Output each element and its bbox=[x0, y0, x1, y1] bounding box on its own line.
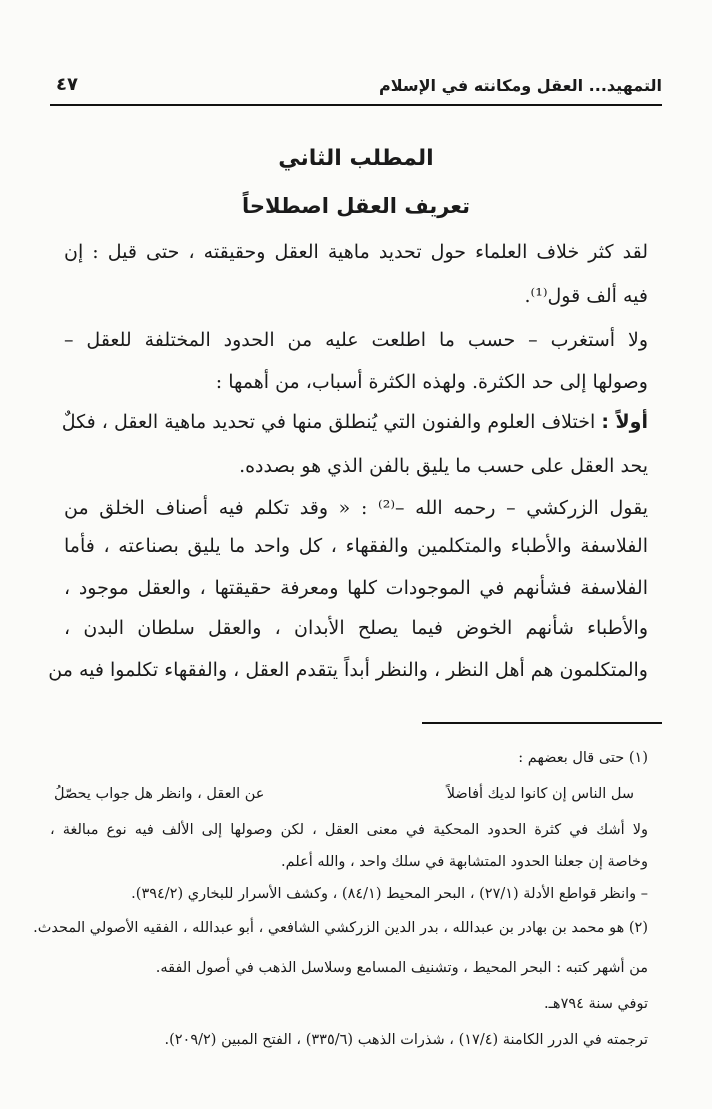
body-line: والمتكلمون هم أهل النظر ، والنظر أبداً يتقدم العقل ، والفقهاء تكلموا فيه من bbox=[48, 659, 648, 681]
section-subtitle: تعريف العقل اصطلاحاً bbox=[241, 194, 471, 218]
footnote-separator bbox=[422, 722, 662, 724]
footnote-line: (٢) هو محمد بن بهادر بن عبدالله ، بدر الدين الزركشي الشافعي ، أبو عبدالله ، الفقيه الأصولي المحدث. bbox=[33, 920, 648, 936]
point-lead: أولاً : bbox=[601, 411, 648, 433]
body-line: والأطباء شأنهم الخوض فيما يصلح الأبدان ، والعقل سلطان البدن ، bbox=[64, 617, 648, 639]
footnote-line: – وانظر قواطع الأدلة (٢٧/١) ، البحر المحيط (٨٤/١) ، وكشف الأسرار للبخاري (٣٩٤/٢). bbox=[131, 886, 648, 902]
section-title: المطلب الثاني bbox=[278, 146, 434, 171]
header-rule bbox=[50, 104, 662, 106]
footnote-line: من أشهر كتبه : البحر المحيط ، وتشنيف المسامع وسلاسل الذهب في أصول الفقه. bbox=[155, 960, 648, 976]
running-header bbox=[50, 72, 662, 106]
body-line: الفلاسفة فشأنهم في الموجودات كلها ومعرفة حقيقتها ، والعقل موجود ، bbox=[64, 577, 648, 599]
body-line: وصولها إلى حد الكثرة. ولهذه الكثرة أسباب، من أهمها : bbox=[215, 371, 648, 393]
body-line: فيه ألف قول⁽¹⁾. bbox=[524, 285, 648, 307]
footnote-line: وخاصة إن جعلنا الحدود المتشابهة في سلك واحد ، والله أعلم. bbox=[281, 854, 648, 870]
footnote-line: ترجمته في الدرر الكامنة (١٧/٤) ، شذرات الذهب (٣٣٥/٦) ، الفتح المبين (٢٠٩/٢). bbox=[164, 1032, 648, 1048]
verse-hemistich-right: سل الناس إن كانوا لديك أفاضلاً bbox=[446, 786, 634, 802]
body-text: اختلاف العلوم والفنون التي يُنطلق منها في تحديد ماهية العقل ، فكلٌ bbox=[61, 411, 596, 433]
running-title: التمهيد... العقل ومكانته في الإسلام bbox=[379, 76, 662, 95]
footnote-line: ولا أشك في كثرة الحدود المحكية في معنى العقل ، لكن وصولها إلى الألف فيه نوع مبالغة ، bbox=[50, 822, 648, 838]
verse-hemistich-left: عن العقل ، وانظر هل جواب يحصّلُ bbox=[54, 786, 265, 802]
footnote-verse bbox=[50, 784, 648, 804]
footnote-line: توفي سنة ٧٩٤هـ. bbox=[544, 996, 648, 1012]
body-line bbox=[61, 410, 648, 434]
body-line: يقول الزركشي – رحمه الله –⁽²⁾ : « وقد تكلم فيه أصناف الخلق من bbox=[64, 497, 649, 519]
page-number: ٤٧ bbox=[56, 74, 78, 95]
body-line: ولا أستغرب – حسب ما اطلعت عليه من الحدود المختلفة للعقل – bbox=[64, 329, 648, 351]
body-line: لقد كثر خلاف العلماء حول تحديد ماهية العقل وحقيقته ، حتى قيل : إن bbox=[64, 241, 648, 263]
body-line: يحد العقل على حسب ما يليق بالفن الذي هو بصدده. bbox=[239, 455, 648, 477]
footnote-line: (١) حتى قال بعضهم : bbox=[518, 750, 648, 766]
body-line: الفلاسفة والأطباء والمتكلمين والفقهاء ، كل واحد ما يليق بصناعته ، فأما bbox=[64, 535, 648, 557]
